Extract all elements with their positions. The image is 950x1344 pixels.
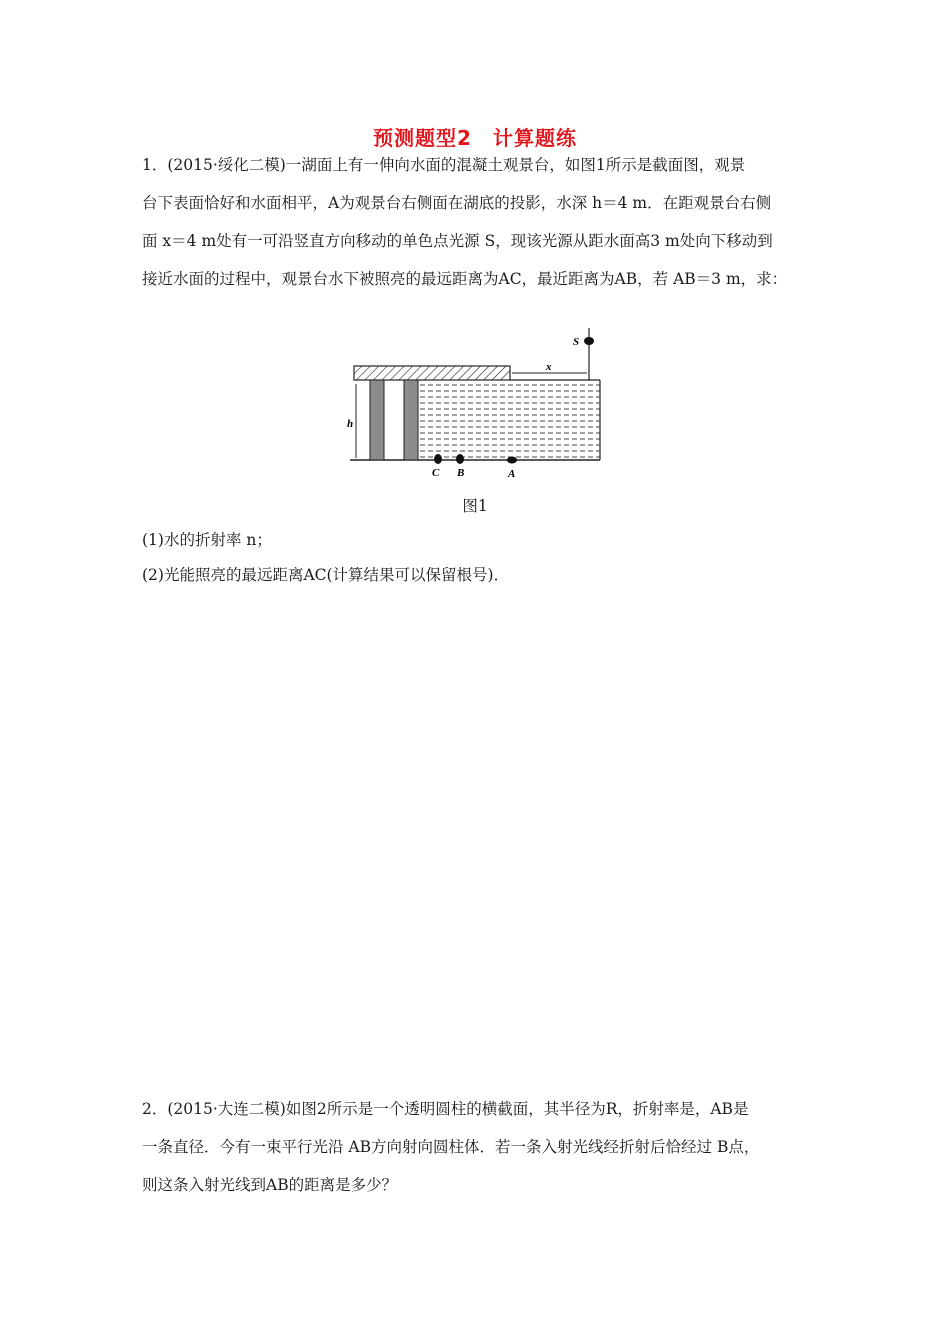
question-2-line: 一条直径．今有一束平行光沿 AB方向射向圆柱体．若一条入射光线经折射后恰经过 B点， xyxy=(142,1138,760,1156)
page-title: 预测题型2 计算题练 xyxy=(373,126,577,150)
pillar xyxy=(370,380,384,460)
label-C: C xyxy=(432,467,440,479)
question-2-text xyxy=(142,1090,812,1204)
label-B: B xyxy=(457,467,465,479)
figure-1-diagram xyxy=(340,328,610,488)
label-h: h xyxy=(347,418,354,430)
question-1-line: 接近水面的过程中，观景台水下被照亮的最远距离为AC，最近距离为AB，若 AB＝3 m，求： xyxy=(142,270,788,288)
pillar xyxy=(404,380,418,460)
point-B xyxy=(456,454,464,464)
question-2-line: 2．(2015·大连二模)如图2所示是一个透明圆柱的横截面，其半径为R，折射率是，AB是 xyxy=(142,1100,749,1118)
question-1-line: 面 x＝4 m处有一可沿竖直方向移动的单色点光源 S，现该光源从距水面高3 m处向下移动到 xyxy=(142,232,773,250)
question-1-line: 1．(2015·绥化二模)一湖面上有一伸向水面的混凝土观景台，如图1所示是截面图，观景 xyxy=(142,156,746,174)
label-A: A xyxy=(508,468,516,480)
question-1-part-1: (1)水的折射率 n； xyxy=(142,531,272,549)
water-region xyxy=(415,380,600,460)
question-2-line: 则这条入射光线到AB的距离是多少？ xyxy=(142,1176,398,1194)
label-S: S xyxy=(573,336,580,348)
platform-slab xyxy=(354,366,510,380)
light-source-S xyxy=(584,337,594,345)
point-A xyxy=(507,457,517,464)
figure-1-caption: 图1 xyxy=(462,497,488,515)
question-1-text xyxy=(142,146,812,298)
point-C xyxy=(434,454,442,464)
label-x: x xyxy=(546,361,552,373)
question-1-part-2: (2)光能照亮的最远距离AC(计算结果可以保留根号)． xyxy=(142,566,510,584)
question-1-line: 台下表面恰好和水面相平，A为观景台右侧面在湖底的投影，水深 h＝4 m．在距观景台右侧 xyxy=(142,194,772,212)
